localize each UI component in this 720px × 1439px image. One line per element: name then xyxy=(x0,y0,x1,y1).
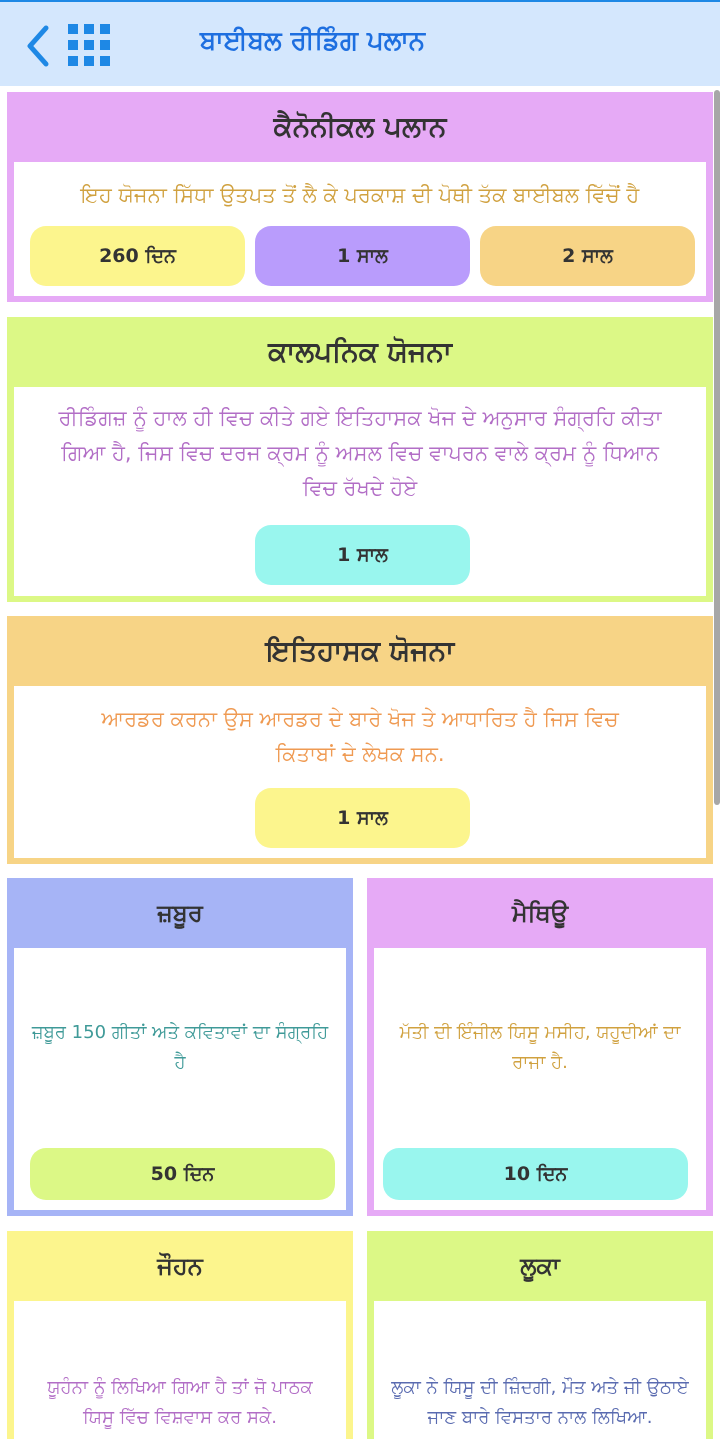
plan-card-psalms xyxy=(7,878,353,1216)
plan-description-historical: ਆਰਡਰ ਕਰਨਾ ਉਸ ਆਰਡਰ ਦੇ ਬਾਰੇ ਖੋਜ ਤੇ ਆਧਾਰਿਤ ਹੈ ਜਿਸ ਵਿਚ ਕਿਤਾਬਾਂ ਦੇ ਲੇਖਕ ਸਨ. xyxy=(101,707,619,766)
plan-body-luke xyxy=(374,1301,706,1439)
plan-body-john xyxy=(14,1301,346,1439)
plan-card-canonical xyxy=(7,92,713,302)
plan-body-chronological xyxy=(14,387,706,596)
plan-body-historical xyxy=(14,686,706,858)
plan-title-historical: ਇਤਿਹਾਸਕ ਯੋਜਨਾ xyxy=(265,634,455,667)
plan-description-matthew: ਮੱਤੀ ਦੀ ਇੰਜੀਲ ਯਿਸੂ ਮਸੀਹ, ਯਹੂਦੀਆਂ ਦਾ ਰਾਜਾ ਹੈ. xyxy=(399,1022,681,1073)
plan-title-matthew: ਮੈਥਿਊ xyxy=(511,899,569,927)
plan-body-matthew xyxy=(374,948,706,1210)
plan-body-canonical xyxy=(14,162,706,296)
plan-description-canonical: ਇਹ ਯੋਜਨਾ ਸਿੱਧਾ ਉਤਪਤ ਤੋਂ ਲੈ ਕੇ ਪਰਕਾਸ਼ ਦੀ ਪੋਥੀ ਤੱਕ ਬਾਈਬਲ ਵਿੱਚੋਂ ਹੈ xyxy=(80,183,640,207)
plan-card-chronological xyxy=(7,317,713,602)
option-1-year-button[interactable]: 1 ਸਾਲ xyxy=(255,226,470,286)
plan-description-psalms: ਜ਼ਬੂਰ 150 ਗੀਤਾਂ ਅਤੇ ਕਵਿਤਾਵਾਂ ਦਾ ਸੰਗ੍ਰਹਿ ਹੈ xyxy=(31,1022,329,1073)
chevron-left-icon[interactable] xyxy=(24,24,52,68)
app-bar xyxy=(0,0,720,86)
plan-body-psalms xyxy=(14,948,346,1210)
plan-title-chronological: ਕਾਲਪਨਿਕ ਯੋਜਨਾ xyxy=(268,335,452,368)
page-title: ਬਾਈਬਲ ਰੀਡਿੰਗ ਪਲਾਨ xyxy=(200,26,426,56)
plan-card-matthew xyxy=(367,878,713,1216)
plan-title-john: ਜੌਹਨ xyxy=(157,1252,203,1280)
plan-description-john: ਯੂਹੰਨਾ ਨੂੰ ਲਿਖਿਆ ਗਿਆ ਹੈ ਤਾਂ ਜੋ ਪਾਠਕ ਯਿਸੂ ਵਿੱਚ ਵਿਸ਼ਵਾਸ ਕਰ ਸਕੇ. xyxy=(47,1377,313,1428)
option-2-years-button[interactable]: 2 ਸਾਲ xyxy=(480,226,695,286)
historical-1-year-button[interactable]: 1 ਸਾਲ xyxy=(255,788,470,848)
plan-description-chronological: ਰੀਡਿੰਗਜ਼ ਨੂੰ ਹਾਲ ਹੀ ਵਿਚ ਕੀਤੇ ਗਏ ਇਤਿਹਾਸਕ ਖੋਜ ਦੇ ਅਨੁਸਾਰ ਸੰਗ੍ਰਹਿ ਕੀਤਾ ਗਿਆ ਹੈ, ਜਿਸ ਵਿਚ ਦਰਜ ਕ੍ਰਮ ਨੂੰ ਅਸਲ ਵਿਚ ਵਾਪਰਨ ਵਾਲੇ ਕ੍ਰਮ ਨੂੰ ਧਿਆਨ ਵਿਚ ਰੱਖਦੇ ਹੋਏ xyxy=(58,406,662,500)
option-260-days-button[interactable]: 260 ਦਿਨ xyxy=(30,226,245,286)
plan-card-historical xyxy=(7,616,713,864)
plan-title-canonical: ਕੈਨੋਨੀਕਲ ਪਲਾਨ xyxy=(273,110,447,143)
scrollbar[interactable] xyxy=(714,90,720,805)
plan-card-john xyxy=(7,1231,353,1439)
plan-title-luke: ਲੂਕਾ xyxy=(520,1252,560,1280)
chronological-1-year-button[interactable]: 1 ਸਾਲ xyxy=(255,525,470,585)
plan-card-luke xyxy=(367,1231,713,1439)
grid-icon[interactable] xyxy=(68,24,110,66)
plan-title-psalms: ਜ਼ਬੂਰ xyxy=(157,899,203,927)
plan-description-luke: ਲੂਕਾ ਨੇ ਯਿਸੂ ਦੀ ਜ਼ਿੰਦਗੀ, ਮੌਤ ਅਤੇ ਜੀ ਉਠਾਏ ਜਾਣ ਬਾਰੇ ਵਿਸਤਾਰ ਨਾਲ ਲਿਖਿਆ. xyxy=(391,1377,689,1428)
matthew-10-days-button[interactable]: 10 ਦਿਨ xyxy=(383,1148,688,1200)
psalms-50-days-button[interactable]: 50 ਦਿਨ xyxy=(30,1148,335,1200)
